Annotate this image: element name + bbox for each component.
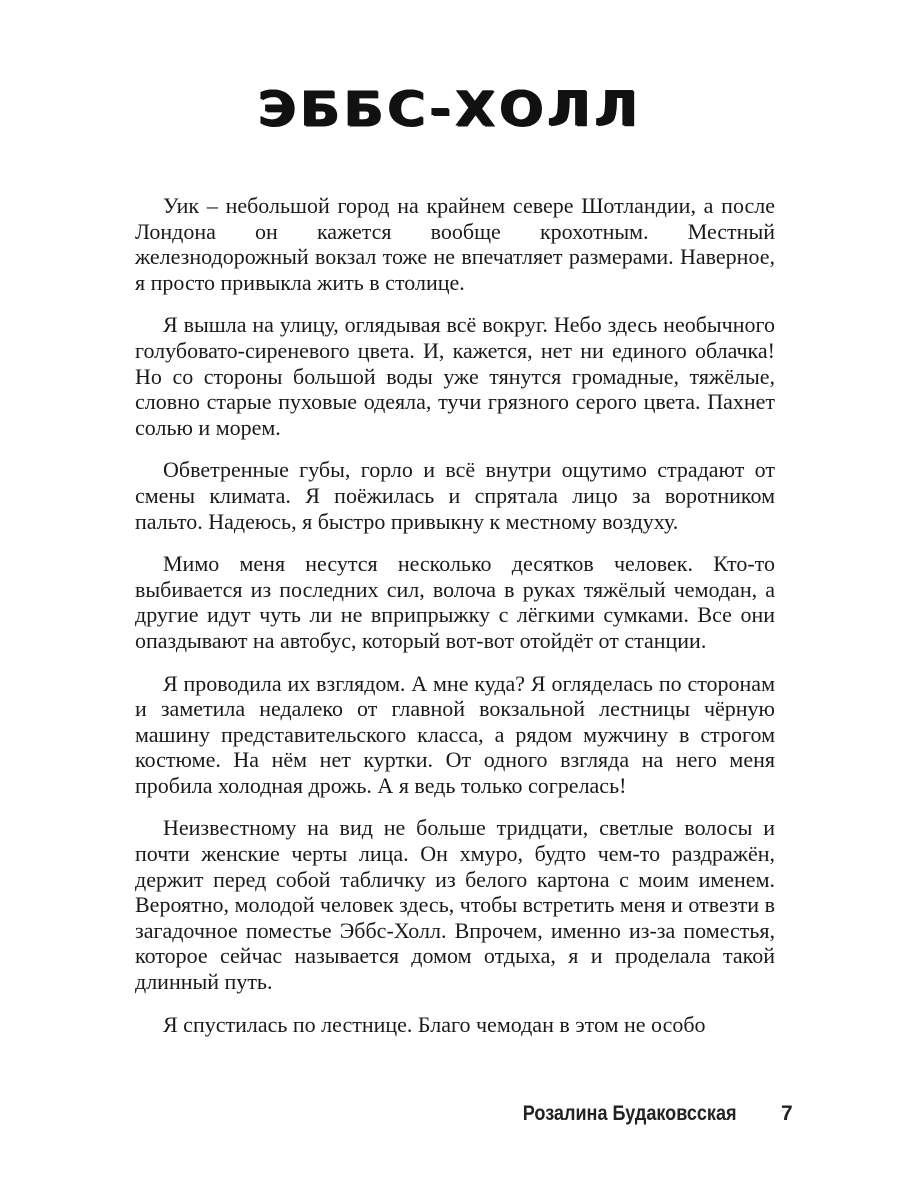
- paragraph-7: Я спустилась по лестнице. Благо чемодан в этом не особо: [163, 1011, 706, 1037]
- paragraph-5: Я проводила их взглядом. А мне куда? Я огляделась по сторонам и заметила недалеко от главной вокзальной лестницы чёрную машину представительского класса, а рядом мужчину в строгом костюме. На нём нет куртки. От одного взгляда на него меня пробила холодная дрожь. А я ведь только согрелась!: [135, 670, 775, 798]
- body-text: [135, 193, 775, 1054]
- footer-author: Розалина Будаковсская: [523, 1102, 737, 1125]
- paragraph-6: Неизвестному на вид не больше тридцати, светлые волосы и почти женские черты лица. Он хмуро, будто чем-то раздражён, держит перед собой табличку из белого картона с моим именем. Вероятно, молодой человек здесь, чтобы встретить меня и отвезти в загадочное поместье Эббс-Холл. Впрочем, именно из-за поместья, которое сейчас называется домом отдыха, я и проделала такой длинный путь.: [135, 815, 775, 995]
- paragraph-2: Я вышла на улицу, оглядывая всё вокруг. Небо здесь необычного голубовато-сиреневого цвета. И, кажется, нет ни единого облачка! Но со стороны большой воды уже тянутся громадные, тяжёлые, словно старые пуховые одеяла, тучи грязного серого цвета. Пахнет солью и морем.: [135, 312, 775, 440]
- page-footer: [0, 1102, 900, 1132]
- paragraph-3: Обветренные губы, горло и всё внутри ощутимо страдают от смены климата. Я поёжилась и спрятала лицо за воротником пальто. Надеюсь, я быстро привыкну к местному воздуху.: [135, 457, 775, 534]
- paragraph-4: Мимо меня несутся несколько десятков человек. Кто-то выбивается из последних сил, волоча в руках тяжёлый чемодан, а другие идут чуть ли не вприпрыжку с лёгкими сумками. Все они опаздывают на автобус, который вот-вот отойдёт от станции.: [135, 551, 775, 653]
- page-number: 7: [781, 1102, 793, 1125]
- paragraph-1: Уик – небольшой город на крайнем севере Шотландии, а после Лондона он кажется вообще крохотным. Местный железнодорожный вокзал тоже не впечатляет размерами. Наверное, я просто привыкла жить в столице.: [135, 193, 775, 295]
- chapter-title: ЭББС-ХОЛЛ: [258, 82, 642, 138]
